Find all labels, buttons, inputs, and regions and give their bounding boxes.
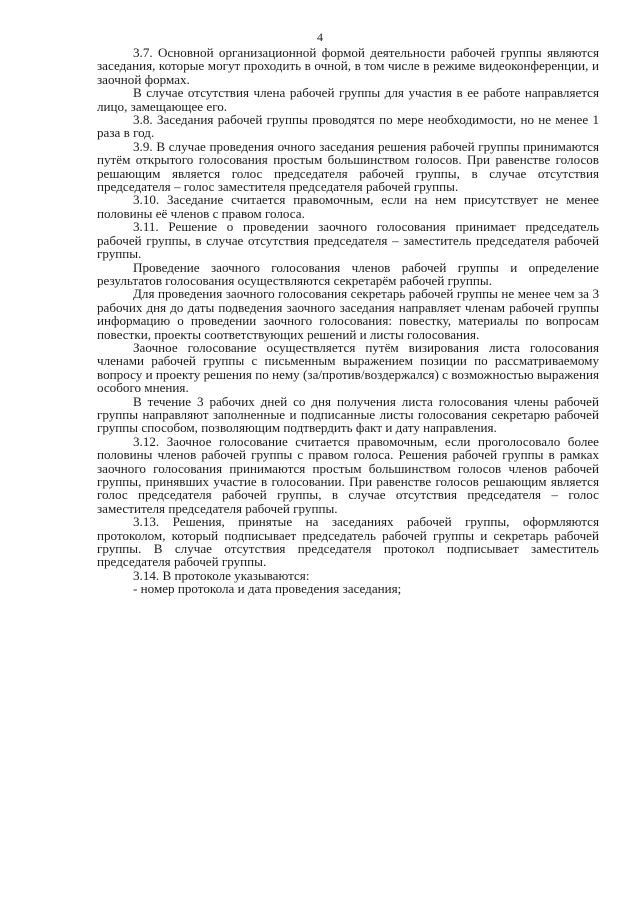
paragraph-3-10: 3.10. Заседание считается правомочным, если на нем присутствует не менее половины её членов с правом голоса.: [97, 192, 599, 221]
paragraph-3-7: 3.7. Основной организационной формой деятельности рабочей группы являются заседания, которые могут проходить в очной, в том числе в режиме видеоконференции, и заочной формах.: [97, 45, 599, 87]
document-body: [97, 46, 599, 596]
paragraph-3-14: 3.14. В протоколе указываются:: [133, 567, 310, 583]
paragraph-3-11: 3.11. Решение о проведении заочного голосования принимает председатель рабочей группы, в случае отсутствия председателя – заместитель председателя рабочей группы.: [97, 219, 599, 262]
list-item-protocol-number: - номер протокола и дата проведения заседания;: [133, 581, 402, 597]
paragraph-3-13: 3.13. Решения, принятые на заседаниях рабочей группы, оформляются протоколом, который подписывает председатель рабочей группы и секретарь рабочей группы. В случае отсутствия председателя протокол подписывает заместитель председателя рабочей группы.: [97, 514, 599, 570]
paragraph-absentee-procedure: Заочное голосование осуществляется путём визирования листа голосования членами рабочей группы с письменным выражением позиции по рассматриваемому вопросу и проекту решения по нему (за/против/воздержался) с возможностью выражения особого мнения.: [97, 339, 599, 396]
paragraph-absentee-results: Проведение заочного голосования членов рабочей группы и определение результатов голосования осуществляются секретарём рабочей группы.: [97, 259, 599, 288]
page-number: 4: [317, 30, 323, 44]
paragraph-3-8: 3.8. Заседания рабочей группы проводятся по мере необходимости, но не менее 1 раза в год.: [97, 112, 599, 141]
paragraph-absentee-notice: Для проведения заочного голосования секретарь рабочей группы не менее чем за 3 рабочих дня до даты подведения заочного заседания направляет членам рабочей группы информацию о проведении заочного голосования: повестку, материалы по вопросам повестки, проекты соответствующих решений и листы голосования.: [97, 286, 599, 342]
paragraph-3-12: 3.12. Заочное голосование считается правомочным, если проголосовало более половины членов рабочей группы с правом голоса. Решения рабочей группы в рамках заочного голосования принимаются простым большинством голосов членов рабочей группы, принявших участие в голосовании. При равенстве голосов решающим является голос председателя рабочей группы, в случае отсутствия председателя – голос заместителя председателя рабочей группы.: [97, 433, 599, 516]
paragraph-ballot-return: В течение 3 рабочих дней со дня получения листа голосования члены рабочей группы направляют заполненные и подписанные листы голосования секретарю рабочей группы способом, позволяющим подтвердить факт и дату направления.: [97, 393, 599, 436]
paragraph-3-9: 3.9. В случае проведения очного заседания решения рабочей группы принимаются путём открытого голосования простым большинством голосов. При равенстве голосов решающим является голос председателя рабочей группы, в случае отсутствия председателя – голос заместителя председателя рабочей группы.: [97, 138, 599, 195]
paragraph-member-absence: В случае отсутствия члена рабочей группы для участия в ее работе направляется лицо, замещающее его.: [97, 85, 599, 114]
